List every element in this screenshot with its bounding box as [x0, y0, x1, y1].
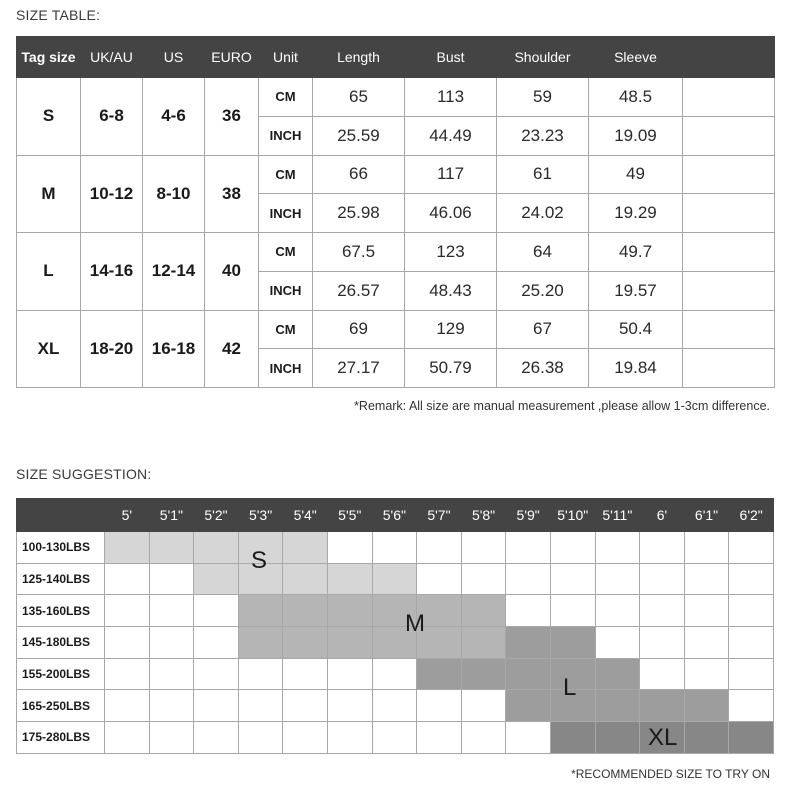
grid-cell — [461, 595, 506, 627]
cell-uk: 6-8 — [81, 78, 143, 156]
grid-cell — [729, 658, 774, 690]
grid-cell — [194, 627, 239, 659]
cell-measurement: 19.84 — [589, 349, 683, 388]
height-header: 5'2" — [194, 499, 239, 532]
height-header: 6' — [640, 499, 685, 532]
weight-row — [17, 595, 774, 627]
grid-cell — [149, 532, 194, 564]
cell-measurement: 26.57 — [313, 271, 405, 310]
cell-measurement — [683, 233, 775, 272]
grid-cell — [640, 627, 685, 659]
cell-measurement: 19.09 — [589, 116, 683, 155]
height-header: 5'4" — [283, 499, 328, 532]
cell-us: 4-6 — [143, 78, 205, 156]
cell-measurement: 129 — [405, 310, 497, 349]
cell-measurement: 66 — [313, 155, 405, 194]
grid-cell — [684, 690, 729, 722]
grid-cell — [640, 563, 685, 595]
grid-cell — [640, 532, 685, 564]
cell-measurement — [683, 194, 775, 233]
grid-cell — [461, 627, 506, 659]
cell-unit: INCH — [259, 349, 313, 388]
weight-label: 145-180LBS — [17, 627, 105, 659]
grid-cell — [595, 627, 640, 659]
grid-cell — [194, 722, 239, 754]
grid-cell — [684, 658, 729, 690]
grid-cell — [149, 722, 194, 754]
grid-cell — [327, 595, 372, 627]
cell-euro: 40 — [205, 233, 259, 311]
weight-label: 125-140LBS — [17, 563, 105, 595]
grid-cell — [684, 627, 729, 659]
weight-row — [17, 690, 774, 722]
cell-measurement: 46.06 — [405, 194, 497, 233]
cell-measurement: 25.98 — [313, 194, 405, 233]
cell-measurement: 67.5 — [313, 233, 405, 272]
grid-cell — [283, 563, 328, 595]
grid-cell — [327, 627, 372, 659]
cell-measurement: 49.7 — [589, 233, 683, 272]
grid-cell — [105, 658, 150, 690]
grid-cell — [506, 595, 551, 627]
weight-row — [17, 532, 774, 564]
grid-cell — [729, 627, 774, 659]
height-header: 5'10" — [550, 499, 595, 532]
grid-cell — [684, 563, 729, 595]
grid-cell — [595, 658, 640, 690]
grid-cell — [194, 532, 239, 564]
grid-cell — [461, 532, 506, 564]
cell-unit: INCH — [259, 194, 313, 233]
grid-cell — [417, 658, 462, 690]
cell-measurement: 27.17 — [313, 349, 405, 388]
cell-uk: 18-20 — [81, 310, 143, 388]
grid-cell — [417, 532, 462, 564]
grid-cell — [550, 595, 595, 627]
cell-measurement: 117 — [405, 155, 497, 194]
grid-cell — [506, 532, 551, 564]
cell-measurement: 44.49 — [405, 116, 497, 155]
grid-cell — [149, 595, 194, 627]
grid-cell — [550, 532, 595, 564]
cell-measurement: 61 — [497, 155, 589, 194]
grid-cell — [461, 658, 506, 690]
grid-cell — [461, 563, 506, 595]
grid-cell — [283, 658, 328, 690]
grid-cell — [372, 532, 417, 564]
cell-tag: M — [17, 155, 81, 233]
grid-cell — [238, 658, 283, 690]
grid-cell — [506, 722, 551, 754]
cell-euro: 36 — [205, 78, 259, 156]
cell-measurement: 25.59 — [313, 116, 405, 155]
header-tag-size: Tag size — [17, 37, 81, 78]
cell-us: 12-14 — [143, 233, 205, 311]
height-header: 6'2" — [729, 499, 774, 532]
cell-measurement — [683, 271, 775, 310]
cell-tag: XL — [17, 310, 81, 388]
grid-cell — [595, 595, 640, 627]
weight-label: 175-280LBS — [17, 722, 105, 754]
zone-label-xl: XL — [648, 724, 678, 751]
zone-label-s: S — [251, 547, 268, 574]
weight-row — [17, 658, 774, 690]
weight-label: 165-250LBS — [17, 690, 105, 722]
cell-us: 16-18 — [143, 310, 205, 388]
cell-measurement: 19.57 — [589, 271, 683, 310]
grid-cell — [506, 563, 551, 595]
grid-cell — [105, 627, 150, 659]
grid-cell — [729, 532, 774, 564]
cell-measurement: 48.5 — [589, 78, 683, 117]
header-shoulder: Shoulder — [497, 37, 589, 78]
header-euro: EURO — [205, 37, 259, 78]
grid-cell — [105, 563, 150, 595]
grid-cell — [194, 690, 239, 722]
grid-cell — [238, 722, 283, 754]
grid-cell — [105, 690, 150, 722]
header-bust: Bust — [405, 37, 497, 78]
height-header-row — [17, 499, 774, 532]
weight-row — [17, 563, 774, 595]
height-header: 5'3" — [238, 499, 283, 532]
grid-cell — [595, 690, 640, 722]
grid-cell — [149, 627, 194, 659]
cell-measurement: 123 — [405, 233, 497, 272]
cell-measurement — [683, 310, 775, 349]
cell-measurement: 50.4 — [589, 310, 683, 349]
cell-measurement: 25.20 — [497, 271, 589, 310]
grid-cell — [595, 563, 640, 595]
grid-cell — [729, 595, 774, 627]
header-uk-au: UK/AU — [81, 37, 143, 78]
size-row-l-cm — [17, 233, 775, 272]
grid-cell — [327, 658, 372, 690]
size-suggestion-title: SIZE SUGGESTION: — [16, 466, 152, 482]
suggestion-table — [16, 498, 774, 754]
grid-cell — [283, 690, 328, 722]
grid-cell — [550, 722, 595, 754]
cell-unit: INCH — [259, 271, 313, 310]
grid-cell — [283, 627, 328, 659]
size-suggestion-grid — [16, 498, 774, 753]
cell-measurement: 69 — [313, 310, 405, 349]
grid-cell — [327, 722, 372, 754]
height-header: 5'5" — [327, 499, 372, 532]
grid-cell — [283, 722, 328, 754]
weight-label: 135-160LBS — [17, 595, 105, 627]
grid-cell — [640, 690, 685, 722]
grid-cell — [506, 690, 551, 722]
grid-cell — [194, 595, 239, 627]
size-table-title: SIZE TABLE: — [16, 7, 101, 23]
cell-euro: 38 — [205, 155, 259, 233]
header-sleeve: Sleeve — [589, 37, 683, 78]
grid-cell — [283, 595, 328, 627]
weight-label: 100-130LBS — [17, 532, 105, 564]
grid-cell — [595, 532, 640, 564]
cell-measurement: 26.38 — [497, 349, 589, 388]
cell-measurement — [683, 349, 775, 388]
remark-note: *Remark: All size are manual measurement ,please allow 1-3cm difference. — [354, 399, 770, 413]
cell-measurement: 23.23 — [497, 116, 589, 155]
header-empty — [683, 37, 775, 78]
grid-cell — [194, 563, 239, 595]
recommend-note: *RECOMMENDED SIZE TO TRY ON — [571, 767, 770, 781]
cell-unit: CM — [259, 78, 313, 117]
weight-row — [17, 627, 774, 659]
grid-cell — [372, 658, 417, 690]
grid-cell — [238, 595, 283, 627]
grid-cell — [105, 722, 150, 754]
grid-cell — [506, 658, 551, 690]
cell-euro: 42 — [205, 310, 259, 388]
height-header: 5'9" — [506, 499, 551, 532]
zone-label-l: L — [563, 674, 577, 701]
cell-measurement: 50.79 — [405, 349, 497, 388]
cell-measurement: 48.43 — [405, 271, 497, 310]
grid-cell — [149, 658, 194, 690]
cell-unit: CM — [259, 155, 313, 194]
height-header: 6'1" — [684, 499, 729, 532]
height-header: 5'1" — [149, 499, 194, 532]
cell-measurement: 59 — [497, 78, 589, 117]
cell-unit: CM — [259, 233, 313, 272]
grid-cell — [550, 627, 595, 659]
grid-cell — [729, 690, 774, 722]
grid-cell — [105, 532, 150, 564]
grid-cell — [684, 722, 729, 754]
grid-cell — [327, 563, 372, 595]
header-unit: Unit — [259, 37, 313, 78]
grid-cell — [595, 722, 640, 754]
grid-cell — [417, 563, 462, 595]
grid-cell — [372, 563, 417, 595]
height-header: 5'11" — [595, 499, 640, 532]
cell-uk: 14-16 — [81, 233, 143, 311]
cell-measurement: 19.29 — [589, 194, 683, 233]
grid-cell — [149, 563, 194, 595]
grid-cell — [238, 690, 283, 722]
cell-measurement — [683, 116, 775, 155]
grid-cell — [194, 658, 239, 690]
cell-unit: INCH — [259, 116, 313, 155]
grid-cell — [640, 595, 685, 627]
size-table — [16, 36, 775, 388]
cell-measurement — [683, 155, 775, 194]
zone-label-m: M — [405, 610, 425, 637]
grid-cell — [327, 532, 372, 564]
grid-cell — [550, 563, 595, 595]
grid-cell — [417, 722, 462, 754]
cell-us: 8-10 — [143, 155, 205, 233]
header-us: US — [143, 37, 205, 78]
grid-cell — [417, 690, 462, 722]
grid-cell — [640, 658, 685, 690]
height-header: 5'8" — [461, 499, 506, 532]
grid-cell — [105, 595, 150, 627]
cell-measurement: 65 — [313, 78, 405, 117]
grid-cell — [461, 722, 506, 754]
cell-measurement: 67 — [497, 310, 589, 349]
grid-cell — [283, 532, 328, 564]
grid-cell — [684, 532, 729, 564]
cell-measurement: 49 — [589, 155, 683, 194]
cell-measurement: 113 — [405, 78, 497, 117]
cell-tag: L — [17, 233, 81, 311]
header-length: Length — [313, 37, 405, 78]
cell-measurement: 64 — [497, 233, 589, 272]
weight-label: 155-200LBS — [17, 658, 105, 690]
grid-corner — [17, 499, 105, 532]
cell-measurement — [683, 78, 775, 117]
height-header: 5' — [105, 499, 150, 532]
size-row-xl-cm — [17, 310, 775, 349]
grid-cell — [238, 627, 283, 659]
grid-cell — [729, 722, 774, 754]
grid-cell — [327, 690, 372, 722]
grid-cell — [372, 722, 417, 754]
cell-unit: CM — [259, 310, 313, 349]
size-row-s-cm — [17, 78, 775, 117]
height-header: 5'7" — [417, 499, 462, 532]
grid-cell — [461, 690, 506, 722]
grid-cell — [684, 595, 729, 627]
grid-cell — [729, 563, 774, 595]
size-table-header — [17, 37, 775, 78]
grid-cell — [149, 690, 194, 722]
grid-cell — [372, 690, 417, 722]
cell-tag: S — [17, 78, 81, 156]
grid-cell — [506, 627, 551, 659]
cell-uk: 10-12 — [81, 155, 143, 233]
height-header: 5'6" — [372, 499, 417, 532]
cell-measurement: 24.02 — [497, 194, 589, 233]
size-row-m-cm — [17, 155, 775, 194]
